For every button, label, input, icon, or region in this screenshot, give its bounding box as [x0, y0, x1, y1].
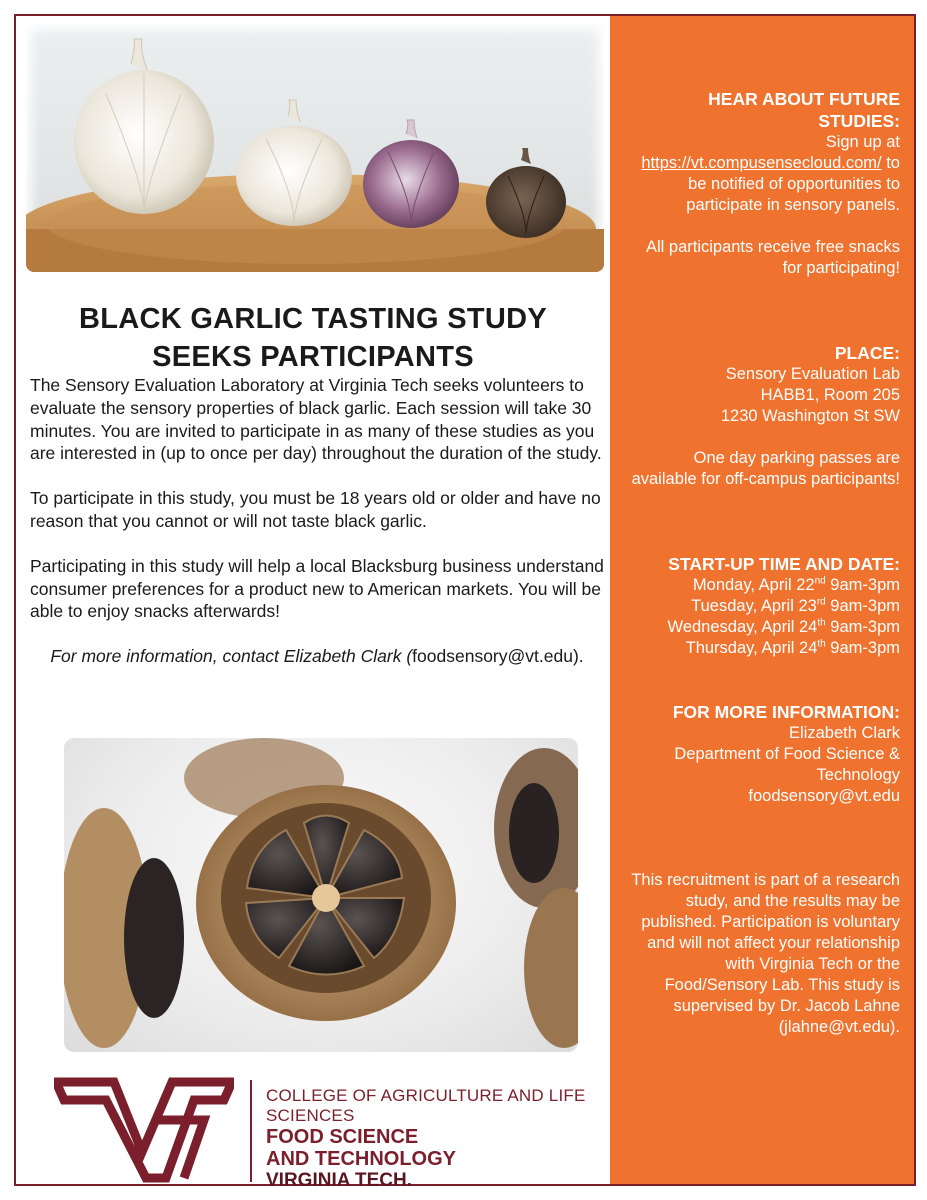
- logo-text: [266, 1086, 594, 1192]
- schedule-section: [630, 553, 900, 659]
- place-line2: HABB1, Room 205: [760, 386, 900, 404]
- study-title-line1: BLACK GARLIC TASTING STUDY: [78, 303, 548, 335]
- schedule-heading: START-UP TIME AND DATE:: [668, 554, 900, 574]
- info-department: Department of Food Science & Technology: [674, 745, 900, 784]
- schedule-suffix: nd: [814, 575, 826, 587]
- black-garlic-illustration: [64, 738, 578, 1052]
- schedule-suffix: rd: [816, 596, 826, 608]
- schedule-time: 9am-3pm: [825, 618, 900, 636]
- place-line3: 1230 Washington St SW: [720, 407, 900, 425]
- info-sidebar: [610, 16, 914, 1184]
- schedule-day: Thursday, April 24: [685, 639, 818, 657]
- contact-text: For more information, contact Elizabeth Clark (: [50, 646, 413, 667]
- schedule-row: [630, 638, 900, 659]
- vt-logo-icon: [54, 1074, 234, 1186]
- study-description: [30, 374, 604, 668]
- info-name: Elizabeth Clark: [789, 724, 900, 742]
- logo-university: VIRGINIA TECH.: [266, 1170, 413, 1191]
- logo-divider: [250, 1080, 252, 1182]
- place-line1: Sensory Evaluation Lab: [725, 365, 900, 383]
- disclaimer: This recruitment is part of a research study, and the results may be published. Participation is voluntary and will not affect your relationship with Virginia Tech or the Food/Sensory Lab. This study is supervised by Dr. Jacob Lahne (jlahne@vt.edu).: [631, 871, 900, 1036]
- parking-note: One day parking passes are available for off-campus participants!: [631, 449, 900, 488]
- schedule-time: 9am-3pm: [825, 597, 900, 615]
- schedule-day: Wednesday, April 24: [667, 618, 818, 636]
- schedule-time: 9am-3pm: [825, 576, 900, 594]
- logo-college: COLLEGE OF AGRICULTURE AND LIFE SCIENCES: [266, 1086, 586, 1125]
- schedule-suffix: th: [817, 638, 826, 650]
- college-logo: [54, 1074, 594, 1191]
- paragraph-benefit: Participating in this study will help a local Blacksburg business understand consumer preferences for a product new to American markets. You will be able to enjoy snacks afterwards!: [30, 555, 604, 622]
- info-email[interactable]: foodsensory@vt.edu: [748, 787, 900, 805]
- black-garlic-photo: [64, 738, 578, 1052]
- signup-prefix: Sign up at: [825, 133, 900, 151]
- study-title: [16, 300, 610, 376]
- garlic-bulbs-photo: [26, 24, 604, 272]
- snacks-note: All participants receive free snacks for participating!: [645, 238, 900, 277]
- future-studies-section: [630, 88, 900, 279]
- study-title-line2: SEEKS PARTICIPANTS: [152, 341, 474, 373]
- schedule-row: [630, 617, 900, 638]
- contact-email[interactable]: foodsensory@vt.edu).: [412, 646, 584, 667]
- schedule-row: [630, 575, 900, 596]
- garlic-bulbs-illustration: [26, 24, 604, 272]
- paragraph-eligibility: To participate in this study, you must be 18 years old or older and have no reason that you cannot or will not taste black garlic.: [30, 488, 601, 531]
- signup-text: [630, 132, 900, 216]
- schedule-day: Tuesday, April 23: [691, 597, 817, 615]
- more-info-heading: FOR MORE INFORMATION:: [672, 702, 900, 722]
- schedule-time: 9am-3pm: [825, 639, 900, 657]
- contact-line: [30, 645, 604, 668]
- place-heading: PLACE:: [834, 343, 900, 363]
- main-column: [16, 16, 610, 1191]
- logo-dept-line1: FOOD SCIENCE: [266, 1126, 419, 1148]
- schedule-day: Monday, April 22: [692, 576, 815, 594]
- place-section: [630, 342, 900, 490]
- schedule-suffix: th: [817, 617, 826, 629]
- schedule-row: [630, 596, 900, 617]
- future-studies-heading: HEAR ABOUT FUTURE STUDIES:: [708, 89, 900, 131]
- paragraph-intro: The Sensory Evaluation Laboratory at Virginia Tech seeks volunteers to evaluate the sensory properties of black garlic. Each session will take 30 minutes. You are invited to participate in as many of these studies as you are interested in (up to once per day) throughout the duration of the study.: [30, 375, 602, 464]
- logo-dept-line2: AND TECHNOLOGY: [266, 1148, 456, 1170]
- signup-suffix: to be notified of opportunities to participate in sensory panels.: [686, 154, 900, 214]
- more-info-section: [630, 701, 900, 807]
- signup-link[interactable]: https://vt.compusensecloud.com/: [641, 154, 882, 172]
